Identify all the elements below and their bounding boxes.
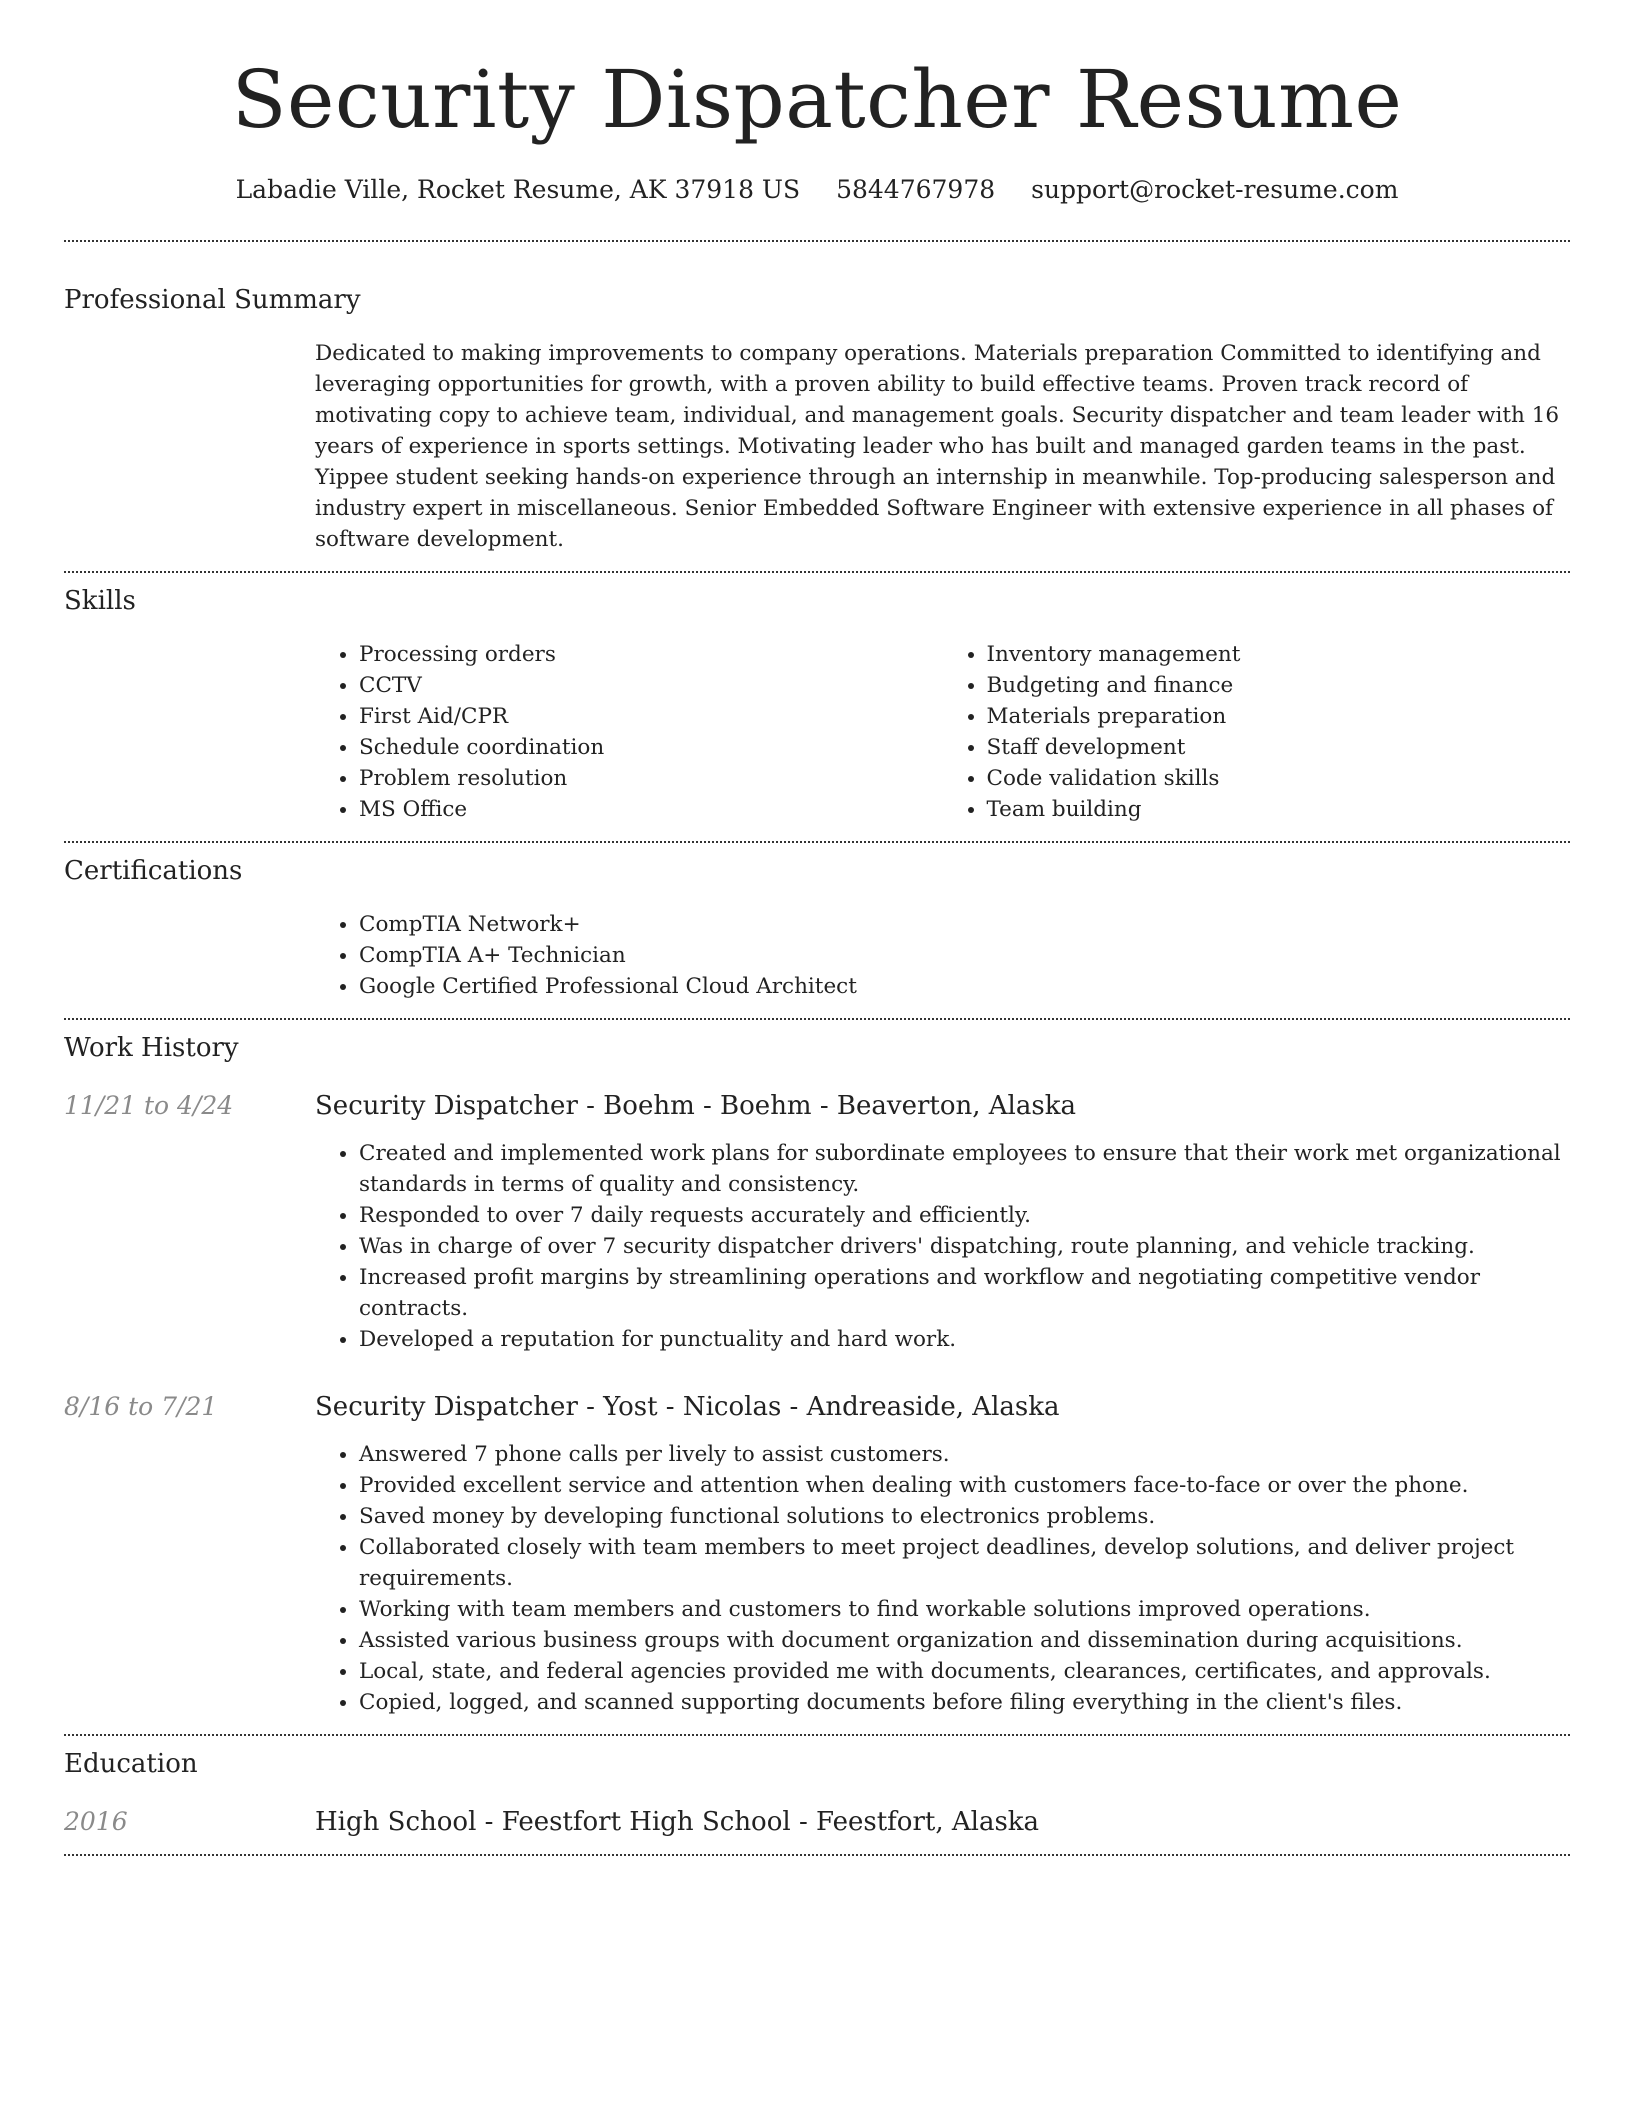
certification-item: • CompTIA A+ Technician [359,940,1570,971]
contact-phone: 5844767978 [836,175,996,204]
job-bullet: • Was in charge of over 7 security dispatcher drivers' dispatching, route planning, and vehicle tracking. [359,1231,1570,1262]
skill-item: • Inventory management [987,639,1571,670]
job-bullet: • Responded to over 7 daily requests accurately and efficiently. [359,1200,1570,1231]
skill-item: • CCTV [359,670,943,701]
skills-grid [315,639,1570,825]
job-bullet: • Assisted various business groups with document organization and dissemination during acquisitions. [359,1625,1570,1656]
job-bullet: • Copied, logged, and scanned supporting documents before filing everything in the client's files. [359,1687,1570,1718]
skill-item: • Staff development [987,732,1571,763]
skills-heading: Skills [64,586,136,616]
job-bullet: • Created and implemented work plans for subordinate employees to ensure that their work met organizational standards in terms of quality and consistency. [359,1138,1570,1200]
skill-item: • MS Office [359,794,943,825]
summary-body [315,338,1570,555]
job-dates: 8/16 to 7/21 [64,1392,218,1421]
skill-item: • Problem resolution [359,763,943,794]
summary-text: Dedicated to making improvements to company operations. Materials preparation Committed to identifying and leveraging opportunities for growth, with a proven ability to build effective teams. Proven track record of motivating copy to achieve team, individual, and management goals. Security dispatcher and team leader with 16 years of experience in sports settings. Motivating leader who has built and managed garden teams in the past. Yippee student seeking hands-on experience through an internship in meanwhile. Top-producing salesperson and industry expert in miscellaneous. Senior Embedded Software Engineer with extensive experience in all phases of software development. [315,341,1560,552]
contact-email: support@rocket-resume.com [1031,175,1399,204]
job-dates: 11/21 to 4/24 [64,1091,234,1120]
job-bullet: • Developed a reputation for punctuality and hard work. [359,1324,1570,1355]
skill-item: • Processing orders [359,639,943,670]
job-bullets [315,1439,1570,1718]
job-title: Security Dispatcher - Boehm - Boehm - Beaverton, Alaska [315,1091,1076,1121]
job-bullet: • Saved money by developing functional solutions to electronics problems. [359,1501,1570,1532]
certifications-list [315,909,1570,1002]
resume-page [64,0,1570,1856]
work-history-heading: Work History [64,1033,239,1063]
skill-item: • Materials preparation [987,701,1571,732]
job-bullets [315,1138,1570,1355]
job-bullet: • Collaborated closely with team members to meet project deadlines, develop solutions, and deliver project requirements. [359,1532,1570,1594]
contact-address: Labadie Ville, Rocket Resume, AK 37918 US [235,175,801,204]
certification-item: • CompTIA Network+ [359,909,1570,940]
skill-item: • Code validation skills [987,763,1571,794]
resume-title: Security Dispatcher Resume [231,53,1403,146]
job-entry [64,1391,1570,1718]
job-header [64,1391,1570,1423]
education-heading: Education [64,1749,198,1779]
skill-item: • First Aid/CPR [359,701,943,732]
job-entry [64,1090,1570,1355]
certifications-heading: Certifications [64,856,243,886]
job-bullet: • Working with team members and customers to find workable solutions improved operations. [359,1594,1570,1625]
job-bullet-list [315,1439,1570,1718]
skills-section [64,573,1570,825]
job-bullet-list [315,1138,1570,1355]
certification-item: • Google Certified Professional Cloud Architect [359,971,1570,1002]
job-bullet: • Local, state, and federal agencies provided me with documents, clearances, certificates, and approvals. [359,1656,1570,1687]
job-title: Security Dispatcher - Yost - Nicolas - Andreaside, Alaska [315,1392,1060,1422]
summary-section [64,242,1570,555]
skill-item: • Budgeting and finance [987,670,1571,701]
job-bullet: • Provided excellent service and attention when dealing with customers face-to-face or over the phone. [359,1470,1570,1501]
certifications-section [64,843,1570,1002]
skills-list-left [315,639,943,825]
contact-line [64,174,1570,206]
summary-heading: Professional Summary [64,285,361,315]
education-entry [64,1806,1570,1838]
skill-item: • Team building [987,794,1571,825]
skills-list-right [943,639,1571,825]
job-bullet: • Increased profit margins by streamlining operations and workflow and negotiating competitive vendor contracts. [359,1262,1570,1324]
education-date: 2016 [64,1807,128,1836]
skill-item: • Schedule coordination [359,732,943,763]
section-divider [64,1854,1570,1856]
education-title: High School - Feestfort High School - Feestfort, Alaska [315,1807,1040,1837]
job-bullet: • Answered 7 phone calls per lively to assist customers. [359,1439,1570,1470]
education-section [64,1736,1570,1838]
work-history-section [64,1020,1570,1718]
job-header [64,1090,1570,1122]
certifications-body [315,909,1570,1002]
